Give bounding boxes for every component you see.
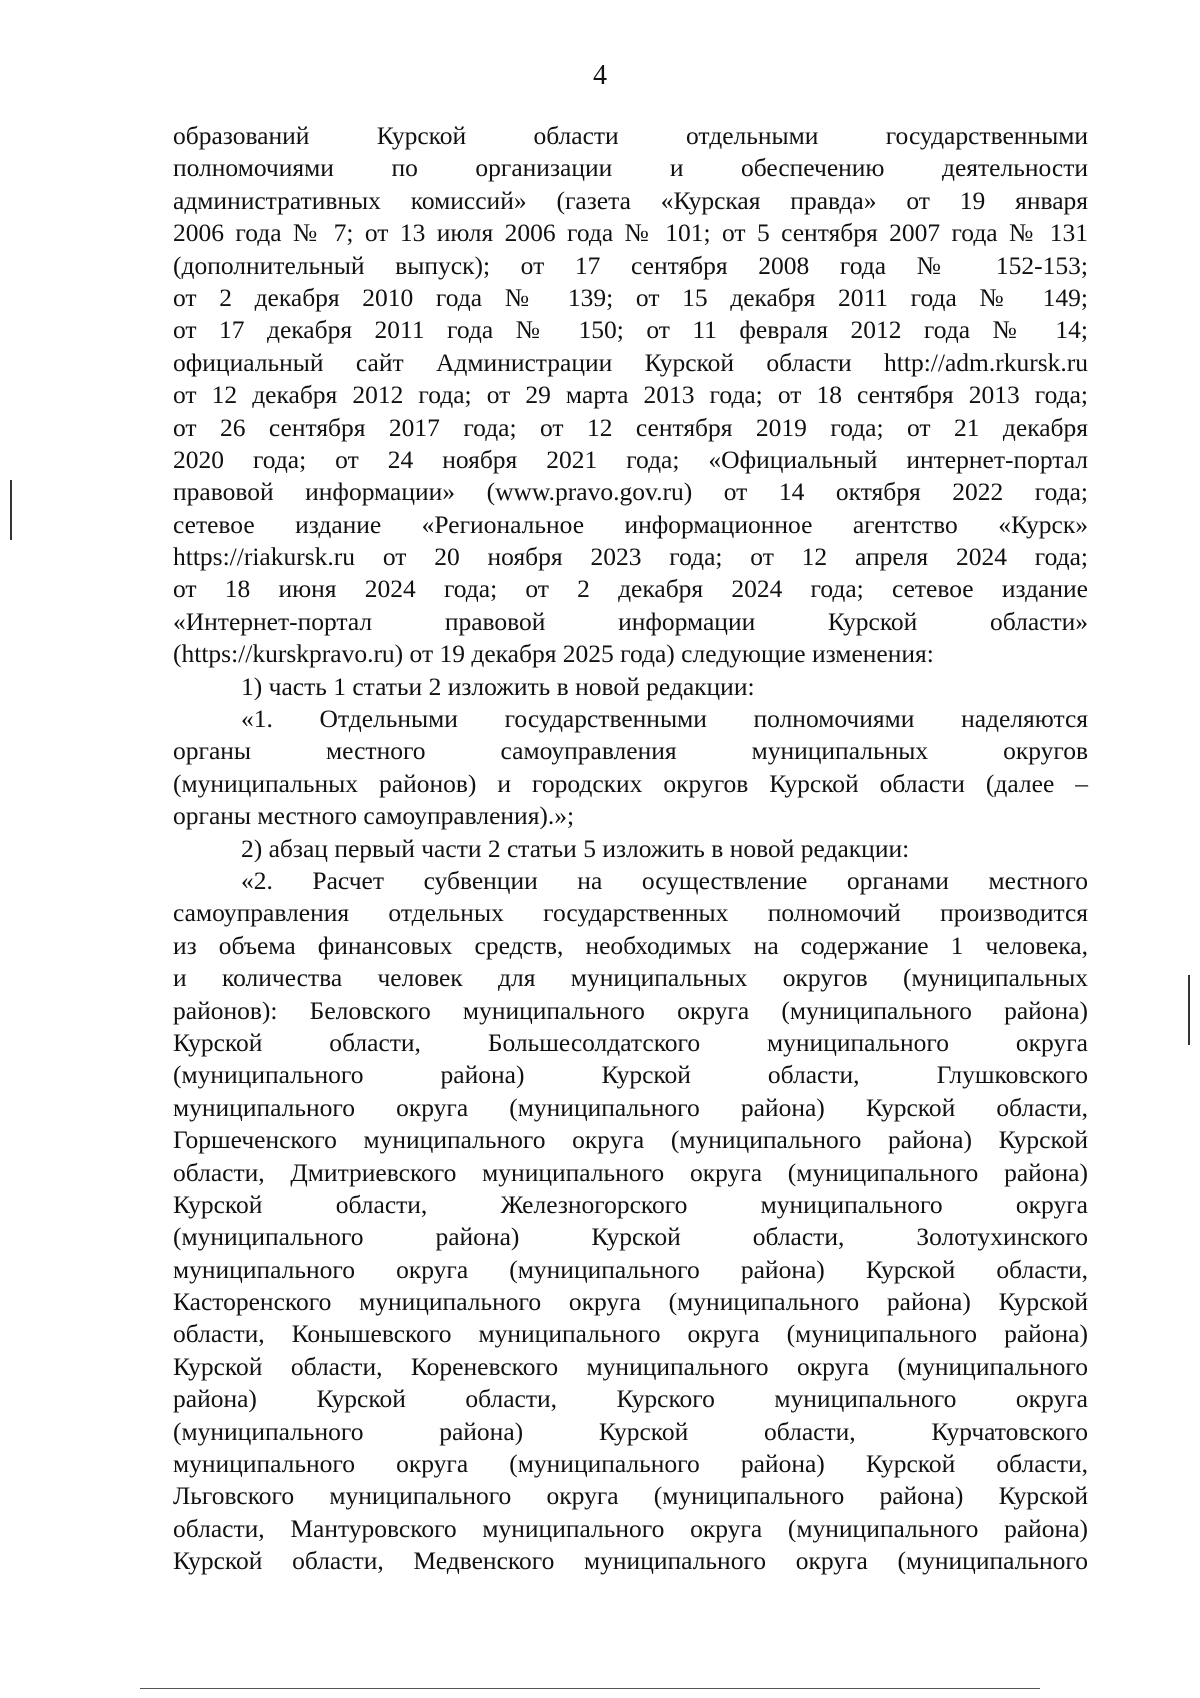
text-line: от 17 декабря 2011 года № 150; от 11 февраля 2012 года № 14; bbox=[173, 315, 1088, 345]
page-number: 4 bbox=[593, 60, 607, 91]
text-line: Курской области, Большесолдатского муниципального округа bbox=[173, 1027, 1088, 1057]
text-line: Курской области, Железногорского муниципального округа bbox=[173, 1189, 1088, 1219]
text-line: 2020 года; от 24 ноября 2021 года; «Официальный интернет-портал bbox=[173, 444, 1088, 474]
text-line: официальный сайт Администрации Курской области http://adm.rkursk.ru bbox=[173, 347, 1088, 377]
text-line: муниципального округа (муниципального района) Курской области, bbox=[173, 1092, 1088, 1122]
text-line: области, Конышевского муниципального округа (муниципального района) bbox=[173, 1319, 1088, 1349]
text-line: (муниципального района) Курской области, Глушковского bbox=[173, 1060, 1088, 1090]
text-line: от 2 декабря 2010 года № 139; от 15 декабря 2011 года № 149; bbox=[173, 282, 1088, 312]
text-line: «1. Отдельными государственными полномочиями наделяются bbox=[241, 704, 1088, 734]
text-line: (дополнительный выпуск); от 17 сентября 2008 года № 152-153; bbox=[173, 250, 1088, 280]
text-line: из объема финансовых средств, необходимых на содержание 1 человека, bbox=[173, 930, 1088, 960]
text-line: Льговского муниципального округа (муниципального района) Курской bbox=[173, 1481, 1088, 1511]
text-line: (муниципального района) Курской области, Золотухинского bbox=[173, 1222, 1088, 1252]
text-line: 1) часть 1 статьи 2 изложить в новой редакции: bbox=[241, 671, 755, 701]
document-body bbox=[173, 120, 1088, 1578]
text-line: (муниципальных районов) и городских округов Курской области (далее – bbox=[173, 768, 1088, 798]
text-line: сетевое издание «Региональное информационное агентство «Курск» bbox=[173, 509, 1088, 539]
text-line: (https://kurskpravo.ru) от 19 декабря 2025 года) следующие изменения: bbox=[173, 639, 934, 669]
text-line: 2) абзац первый части 2 статьи 5 изложить в новой редакции: bbox=[241, 833, 910, 863]
scan-bottom-edge bbox=[140, 1688, 1040, 1689]
text-line: «2. Расчет субвенции на осуществление органами местного bbox=[241, 865, 1088, 895]
text-line: области, Дмитриевского муниципального округа (муниципального района) bbox=[173, 1157, 1088, 1187]
text-line: административных комиссий» (газета «Курская правда» от 19 января bbox=[173, 185, 1088, 215]
text-line: Горшеченского муниципального округа (муниципального района) Курской bbox=[173, 1125, 1088, 1155]
text-line: 2006 года № 7; от 13 июля 2006 года № 101; от 5 сентября 2007 года № 131 bbox=[173, 218, 1088, 248]
text-line: самоуправления отдельных государственных полномочий производится bbox=[173, 898, 1088, 928]
text-line: районов): Беловского муниципального округа (муниципального района) bbox=[173, 995, 1088, 1025]
text-line: Касторенского муниципального округа (муниципального района) Курской bbox=[173, 1287, 1088, 1317]
text-line: «Интернет-портал правовой информации Курской области» bbox=[173, 606, 1088, 636]
text-line: муниципального округа (муниципального района) Курской области, bbox=[173, 1449, 1088, 1479]
text-line: органы местного самоуправления муниципальных округов bbox=[173, 736, 1088, 766]
text-line: Курской области, Медвенского муниципального округа (муниципального bbox=[173, 1546, 1088, 1576]
text-line: от 26 сентября 2017 года; от 12 сентября 2019 года; от 21 декабря bbox=[173, 412, 1088, 442]
text-line: от 18 июня 2024 года; от 2 декабря 2024 года; сетевое издание bbox=[173, 574, 1088, 604]
text-line: области, Мантуровского муниципального округа (муниципального района) bbox=[173, 1513, 1088, 1543]
text-line: Курской области, Кореневского муниципального округа (муниципального bbox=[173, 1351, 1088, 1381]
text-line: органы местного самоуправления).»; bbox=[173, 801, 575, 831]
scan-margin-mark bbox=[1188, 975, 1190, 1045]
text-line: муниципального округа (муниципального района) Курской области, bbox=[173, 1254, 1088, 1284]
text-line: от 12 декабря 2012 года; от 29 марта 2013 года; от 18 сентября 2013 года; bbox=[173, 380, 1088, 410]
text-line: района) Курской области, Курского муниципального округа bbox=[173, 1384, 1088, 1414]
text-line: и количества человек для муниципальных округов (муниципальных bbox=[173, 963, 1088, 993]
text-line: образований Курской области отдельными государственными bbox=[173, 121, 1088, 150]
scan-margin-mark bbox=[10, 480, 12, 540]
text-line: полномочиями по организации и обеспечению деятельности bbox=[173, 153, 1088, 183]
text-line: (муниципального района) Курской области, Курчатовского bbox=[173, 1416, 1088, 1446]
text-line: правовой информации» (www.pravo.gov.ru) от 14 октября 2022 года; bbox=[173, 477, 1088, 507]
text-line: https://riakursk.ru от 20 ноября 2023 года; от 12 апреля 2024 года; bbox=[173, 542, 1088, 572]
